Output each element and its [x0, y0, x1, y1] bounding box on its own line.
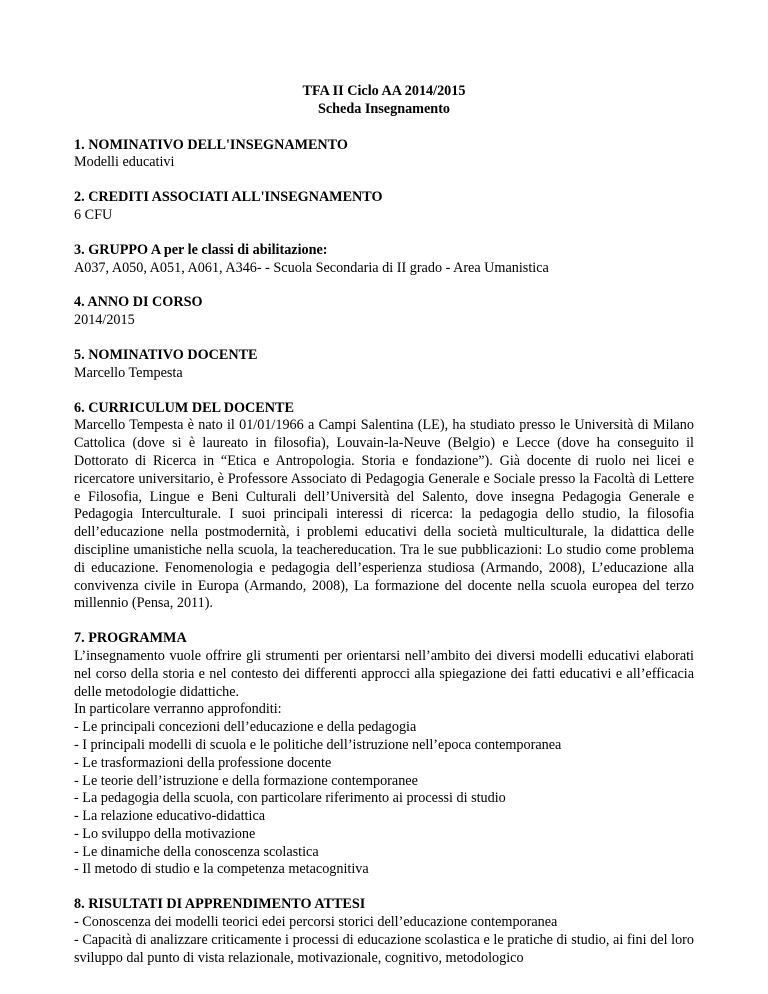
list-item: - Le trasformazioni della professione docente — [74, 754, 332, 771]
section-program — [74, 630, 694, 879]
list-item: - Il metodo di studio e la competenza metacognitiva — [74, 861, 369, 878]
list-item: - Le principali concezioni dell’educazione e della pedagogia — [74, 719, 417, 736]
section-body: A037, A050, A051, A061, A346- - Scuola Secondaria di II grado - Area Umanistica — [74, 259, 549, 276]
section-body: Modelli educativi — [74, 154, 175, 171]
list-item: - Le dinamiche della conoscenza scolastica — [74, 843, 319, 860]
list-item: - I principali modelli di scuola e le politiche dell’istruzione nell’epoca contemporanea — [74, 736, 562, 753]
section-title: 1. NOMINATIVO DELL'INSEGNAMENTO — [74, 136, 348, 153]
section-credits — [74, 189, 694, 225]
section-body: Marcello Tempesta — [74, 364, 183, 381]
program-lead: In particolare verranno approfonditi: — [74, 701, 282, 718]
list-item: - La relazione educativo-didattica — [74, 808, 266, 825]
curriculum-paragraph: Marcello Tempesta è nato il 01/01/1966 a Campi Salentina (LE), ha studiato presso le Università di Milano Cattolica (dove si è laureato in filosofia), Louvain-la-Neuve (Belgio) e Lecce (dove ha conseguito il Dottorato di Ricerca in “Etica e Antropologia. Storia e fondazione”). Già docente di ruolo nei licei e ricercatore universitario, è Professore Associato di Pedagogia Generale e Sociale presso la Facoltà di Lettere e Filosofia, Lingue e Beni Culturali dell’Università del Salento, dove insegna Pedagogia Generale e Pedagogia Interculturale. I suoi principali interessi di ricerca: la pedagogia dello studio, la filosofia dell’educazione nella postmodernità, i problemi educativi della società multiculturale, la didattica delle discipline umanistiche nella scuola, la teachereducation. Tra le sue pubblicazioni: Lo studio come problema di educazione. Fenomenologia e pedagogia dell’esperienza studiosa (Armando, 2008), L’educazione alla convivenza civile in Europa (Armando, 2008), La formazione del docente nella scuola europea del terzo millennio (Pensa, 2011). — [74, 417, 694, 612]
outcome-item: - Conoscenza dei modelli teorici edei percorsi storici dell’educazione contemporanea — [74, 914, 558, 931]
list-item: - Lo sviluppo della motivazione — [74, 825, 256, 842]
section-title: 2. CREDITI ASSOCIATI ALL'INSEGNAMENTO — [74, 189, 383, 206]
section-course-name — [74, 137, 694, 173]
section-title: 7. PROGRAMMA — [74, 630, 187, 647]
section-learning-outcomes — [74, 896, 694, 967]
section-title: 3. GRUPPO A per le classi di abilitazione: — [74, 241, 328, 258]
program-intro: L’insegnamento vuole offrire gli strumenti per orientarsi nell’ambito dei diversi modelli educativi elaborati nel corso della storia e nel contesto dei differenti approcci alla spiegazione dei fatti educativi e all’efficacia delle metodologie didattiche. — [74, 647, 694, 700]
program-list — [74, 719, 694, 879]
section-title: 8. RISULTATI DI APPRENDIMENTO ATTESI — [74, 896, 366, 913]
header-title: TFA II Ciclo AA 2014/2015 — [302, 83, 466, 99]
section-title: 4. ANNO DI CORSO — [74, 294, 203, 311]
section-year — [74, 294, 694, 330]
outcome-item: - Capacità di analizzare criticamente i processi di educazione scolastica e le pratiche di studio, ai fini del loro sviluppo dal punto di vista relazionale, motivazionale, cognitivo, metodologico — [74, 931, 694, 966]
section-title: 5. NOMINATIVO DOCENTE — [74, 346, 258, 363]
section-group — [74, 242, 694, 278]
section-body: 6 CFU — [74, 206, 113, 223]
section-curriculum — [74, 400, 694, 614]
document-header — [74, 83, 694, 119]
section-body: 2014/2015 — [74, 312, 135, 329]
section-title: 6. CURRICULUM DEL DOCENTE — [74, 399, 294, 416]
list-item: - La pedagogia della scuola, con particolare riferimento ai processi di studio — [74, 790, 506, 807]
header-subtitle: Scheda Insegnamento — [317, 100, 451, 117]
section-teacher — [74, 347, 694, 383]
list-item: - Le teorie dell’istruzione e della formazione contemporanee — [74, 772, 418, 789]
